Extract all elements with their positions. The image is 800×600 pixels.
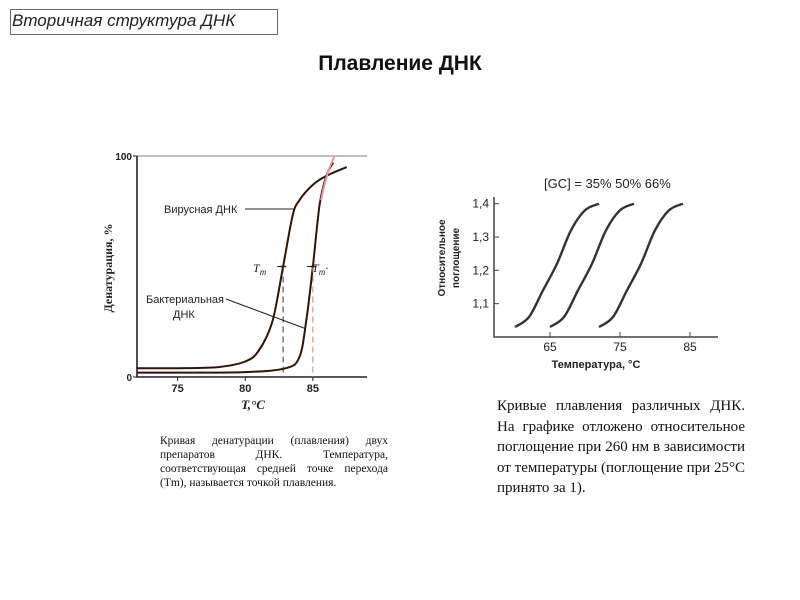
bacterial-label-leader xyxy=(226,299,305,328)
bacterial-curve-highlight xyxy=(321,156,335,200)
x-axis-label: T,°C xyxy=(241,397,265,412)
x-axis-label-right: Температура, °C xyxy=(551,359,641,371)
y-axis-label-right: Относительное xyxy=(437,219,448,297)
y-tick-label-right: 1,1 xyxy=(472,296,489,311)
x-tick-label: 75 xyxy=(171,383,184,395)
label-viral-dna: Вирусная ДНК xyxy=(164,204,238,216)
label-bacterial-dna-line1: Бактериальная xyxy=(146,294,224,306)
left-chart-caption: Кривая денатурации (плавления) двух препаратов ДНК. Температура, соответствующая средней точке перехода (Tm), называется точкой плавления. xyxy=(160,435,388,489)
plot-frame xyxy=(137,156,367,377)
x-tick-label-right: 65 xyxy=(543,340,557,354)
right-chart-caption: Кривые плавления различных ДНК. На графике отложено относительное поглощение при 260 нм в зависимости от температуры (поглощение при 25°C принято за 1). xyxy=(497,398,745,496)
x-tick-label: 80 xyxy=(239,383,252,395)
gc-legend: [GC] = 35% 50% 66% xyxy=(544,176,671,191)
header-box xyxy=(10,9,278,35)
x-tick-label-right: 75 xyxy=(613,340,627,354)
x-tick-label: 85 xyxy=(306,383,320,395)
melting-curve-gc-66 xyxy=(599,204,683,327)
tm-label-bacterial: $T_m\cdot$ xyxy=(312,261,329,277)
melting-curve-gc-50 xyxy=(550,204,634,327)
label-bacterial-dna-line2: ДНК xyxy=(173,309,195,321)
melting-curve-gc-35 xyxy=(515,204,599,327)
page-title: Плавление ДНК xyxy=(318,52,482,75)
x-tick-label-right: 85 xyxy=(683,340,697,354)
plot-frame-right xyxy=(494,197,718,337)
y-tick-label: 0 xyxy=(126,373,132,384)
y-tick-label-right: 1,3 xyxy=(472,230,489,244)
header-text: Вторичная структура ДНК xyxy=(12,11,236,30)
y-tick-label: 100 xyxy=(115,152,132,163)
y-axis-label-right-line2: поглощение xyxy=(451,227,462,289)
viral-dna-curve xyxy=(137,167,347,368)
tm-label-viral: $T_m$ xyxy=(253,261,267,277)
y-axis-label: Денатурация, % xyxy=(101,223,115,313)
bacterial-dna-curve xyxy=(137,163,333,373)
y-tick-label-right: 1,2 xyxy=(472,263,489,278)
y-tick-label-right: 1,4 xyxy=(472,196,489,211)
